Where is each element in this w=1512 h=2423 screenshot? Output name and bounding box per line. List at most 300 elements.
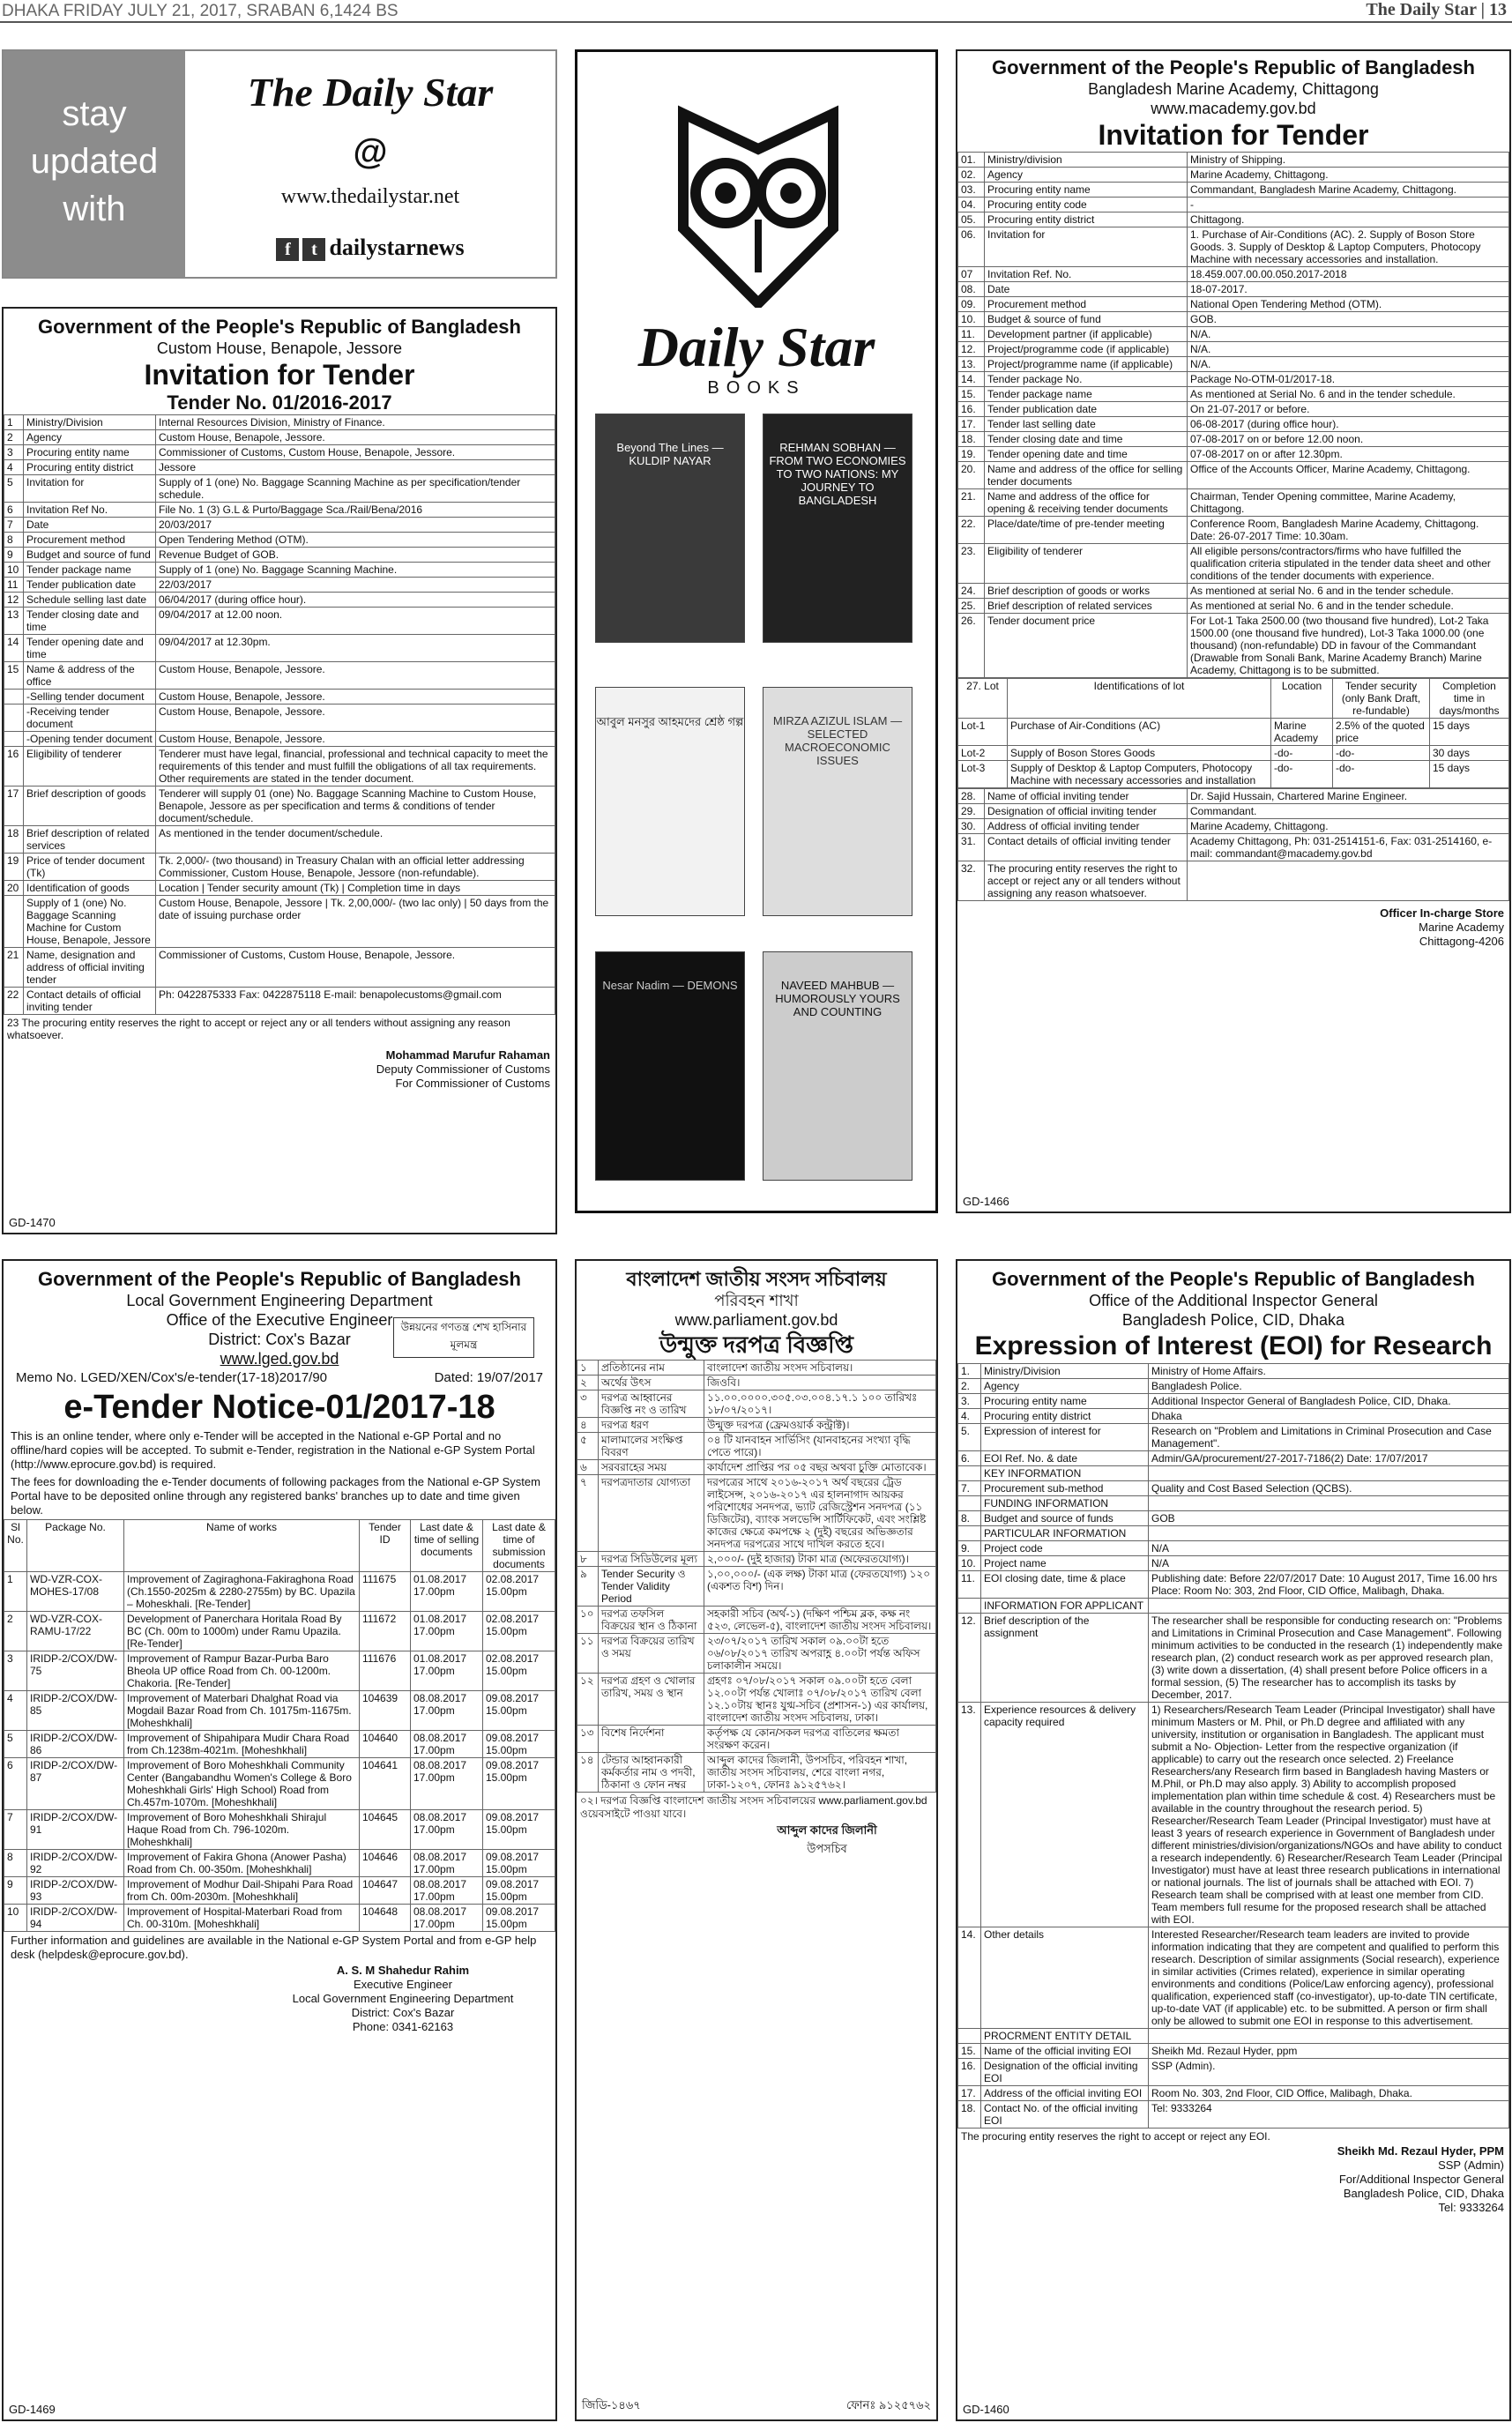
table-cell: Place/date/time of pre-tender meeting: [985, 517, 1188, 544]
table-row: [4, 608, 555, 635]
table-cell: 28.: [958, 789, 985, 804]
promo-with: with: [63, 190, 126, 228]
table-cell: 18: [4, 826, 24, 854]
table-row: [958, 2029, 1509, 2044]
table-cell: 01.08.2017 17.00pm: [411, 1612, 483, 1651]
table-cell: Ministry/division: [985, 153, 1188, 168]
table-cell: 20.: [958, 462, 985, 489]
table-cell: Supply of 1 (one) No. Baggage Scanning Machine for Custom House, Benapole, Jessore: [24, 896, 156, 948]
table-cell: Publishing date: Before 22/07/2017 Date: 10 August 2017, Time 16.00 hrs Place: Room No: 303, 2nd Floor, CID Office, Malibagh, Dhaka.: [1149, 1571, 1509, 1599]
jessore-tender-ad: [2, 307, 557, 1234]
table-cell: Internal Resources Division, Ministry of Finance.: [156, 415, 555, 430]
parl-sign-name: আব্দুল কাদের জিলানী: [777, 1823, 877, 1837]
marine-sign-addr: Chittagong-4206: [1419, 935, 1504, 948]
table-cell: Procuring entity district: [981, 1409, 1149, 1424]
table-cell: ১৩: [577, 1726, 599, 1753]
cid-sign-unit: Bangladesh Police, CID, Dhaka: [1343, 2187, 1504, 2200]
table-cell: 01.: [958, 153, 985, 168]
daily-star-promo: [2, 49, 557, 279]
table-cell: [958, 1599, 981, 1614]
table-cell: Tender document price: [985, 614, 1188, 678]
table-row: [958, 1379, 1509, 1394]
table-cell: ১১.০০.০০০০.৩০৫.০৩.০০৪.১৭.১ ১০০ তারিখঃ ১৮/০৭/২০১৭।: [704, 1390, 936, 1418]
daily-star-books-ad: [575, 49, 938, 1213]
table-cell: Tender Security ও Tender Validity Period: [599, 1567, 704, 1607]
table-row: [4, 787, 555, 826]
table-cell: Procurement method: [24, 533, 156, 548]
table-row: [958, 761, 1509, 788]
table-row: [577, 1674, 936, 1726]
table-cell: Date: [985, 282, 1188, 297]
table-cell: 17.: [958, 2086, 981, 2101]
table-cell: IRIDP-2/COX/DW-92: [27, 1850, 124, 1877]
table-row: [4, 415, 555, 430]
table-cell: Custom House, Benapole, Jessore | Tk. 2,00,000/- (two lac only) | 50 days from the date of issuing purchase order: [156, 896, 555, 948]
table-row: [577, 1475, 936, 1552]
table-cell: Experience resources & delivery capacity required: [981, 1703, 1149, 1927]
column-header: Location: [1271, 679, 1333, 719]
table-cell: 24.: [958, 584, 985, 599]
marine-table-2: [957, 788, 1509, 901]
table-row: [577, 1418, 936, 1433]
table-cell: 30.: [958, 819, 985, 834]
table-cell: 21: [4, 948, 24, 988]
table-cell: KEY INFORMATION: [981, 1466, 1149, 1481]
table-cell: Project/programme code (if applicable): [985, 342, 1188, 357]
table-row: [958, 1481, 1509, 1496]
table-cell: 32.: [958, 861, 985, 901]
table-cell: [1149, 1526, 1509, 1541]
marine-office: Bangladesh Marine Academy, Chittagong: [1088, 80, 1379, 98]
table-cell: Designation of the official inviting EOI: [981, 2059, 1149, 2086]
table-cell: 18.459.007.00.00.050.2017-2018: [1188, 267, 1509, 282]
table-cell: ১১: [577, 1634, 599, 1674]
table-cell: -do-: [1333, 746, 1430, 761]
table-cell: 02.08.2017 15.00pm: [483, 1651, 555, 1691]
table-cell: [958, 1466, 981, 1481]
table-cell: Designation of official inviting tender: [985, 804, 1188, 819]
table-cell: IRIDP-2/COX/DW-93: [27, 1877, 124, 1905]
table-cell: 15.: [958, 387, 985, 402]
table-cell: জিওবি।: [704, 1376, 936, 1390]
table-row: [958, 1599, 1509, 1614]
table-cell: Price of tender document (Tk): [24, 854, 156, 881]
cid-note: The procuring entity reserves the right to accept or reject any EOI.: [961, 2130, 1270, 2143]
table-cell: Other details: [981, 1927, 1149, 2029]
table-cell: 06/04/2017 (during office hour).: [156, 593, 555, 608]
cid-signature: [957, 2144, 1509, 2215]
parl-web: www.parliament.gov.bd: [674, 1311, 838, 1329]
table-cell: IRIDP-2/COX/DW-75: [27, 1651, 124, 1691]
table-cell: -do-: [1333, 761, 1430, 788]
table-cell: 111675: [360, 1572, 411, 1612]
lged-sign-name: A. S. M Shahedur Rahim: [336, 1964, 470, 1977]
cid-gov: Government of the People's Republic of Bangladesh: [992, 1268, 1475, 1290]
table-row: [958, 1451, 1509, 1466]
promo-stay: stay: [62, 94, 127, 133]
table-cell: [1149, 1466, 1509, 1481]
table-cell: On 21-07-2017 or before.: [1188, 402, 1509, 417]
table-cell: Ministry of Shipping.: [1188, 153, 1509, 168]
column-header: Tender security (only Bank Draft, re-fundable): [1333, 679, 1430, 719]
table-cell: N/A.: [1188, 327, 1509, 342]
table-row: [4, 518, 555, 533]
table-cell: 20/03/2017: [156, 518, 555, 533]
cid-sign-tel: Tel: 9333264: [1438, 2201, 1504, 2214]
table-cell: 09.08.2017 15.00pm: [483, 1877, 555, 1905]
table-cell: 14.: [958, 372, 985, 387]
table-row: [4, 503, 555, 518]
header-date: DHAKA FRIDAY JULY 21, 2017, SRABAN 6,1424 BS: [2, 2, 398, 20]
table-cell: 111672: [360, 1612, 411, 1651]
table-row: [958, 584, 1509, 599]
lged-intro: This is an online tender, where only e-Tender will be accepted in the National e-GP Portal and no offline/hard copies will be accepted. To submit e-Tender, registration in the National e-GP System Portal (http://www.eprocure.gov.bd) is required.: [11, 1429, 535, 1471]
table-cell: বিশেষ নির্দেশনা: [599, 1726, 704, 1753]
table-cell: Sheikh Md. Rezaul Hyder, ppm: [1149, 2044, 1509, 2059]
table-row: [577, 1433, 936, 1460]
cid-sign-title: SSP (Admin): [1438, 2158, 1504, 2172]
table-cell: Date: [24, 518, 156, 533]
lged-footer: Further information and guidelines are available in the National e-GP System Portal and from e-GP help desk (helpdesk@eprocure.gov.bd).: [11, 1934, 537, 1961]
table-cell: Brief description of the assignment: [981, 1614, 1149, 1703]
table-cell: Supply of 1 (one) No. Baggage Scanning Machine.: [156, 563, 555, 578]
table-row: [4, 1905, 555, 1932]
table-row: [958, 1394, 1509, 1409]
table-cell: 30 days: [1430, 746, 1509, 761]
table-cell: Agency: [985, 168, 1188, 183]
table-row: [4, 1850, 555, 1877]
table-row: [4, 854, 555, 881]
table-cell: Improvement of Boro Moheshkhali Community Center (Bangabandhu Women's College & Boro Moheshkhali Girls' High School) Road from Ch.457m-1070m. [Moheshkhali]: [124, 1758, 360, 1810]
table-row: [958, 819, 1509, 834]
table-cell: 08.: [958, 282, 985, 297]
table-cell: 12: [4, 593, 24, 608]
table-cell: The researcher shall be responsible for conducting research on: "Problems and Limitations in Criminal Prosecution and Case Management". Following minimum activities to be conducted in the research (1) independently make research plan, (2) conduct research work as per approved research plan, (3) write down a dissertation, (4) shall present before Police officers in a formal session, (5) The researcher has to accomplish its tasks by December, 2017.: [1149, 1614, 1509, 1703]
table-cell: 7: [4, 518, 24, 533]
table-row: [958, 198, 1509, 212]
parl-phone: ফোনঃ ৯১২৫৭৬২: [846, 2398, 931, 2412]
table-cell: ৯: [577, 1567, 599, 1607]
table-cell: 23.: [958, 544, 985, 584]
book-cover: Beyond The Lines — KULDIP NAYAR: [595, 414, 745, 643]
table-cell: 08.08.2017 17.00pm: [411, 1691, 483, 1731]
table-cell: Supply of 1 (one) No. Baggage Scanning Machine as per specification/tender schedule.: [156, 475, 555, 503]
table-cell: ১০: [577, 1607, 599, 1634]
table-cell: 18.: [958, 432, 985, 447]
table-cell: 4.: [958, 1409, 981, 1424]
lged-memo: Memo No. LGED/XEN/Cox's/e-tender(17-18)2017/90: [16, 1370, 328, 1385]
table-cell: Contact details of official inviting tender: [985, 834, 1188, 861]
table-cell: 26.: [958, 614, 985, 678]
header-paper: The Daily Star: [1366, 0, 1477, 19]
table-cell: Commandant.: [1188, 804, 1509, 819]
table-cell: 09.08.2017 15.00pm: [483, 1850, 555, 1877]
table-cell: [958, 1526, 981, 1541]
table-cell: For Lot-1 Taka 2500.00 (two thousand five hundred), Lot-2 Taka 1500.00 (one thousand five hundred), Lot-3 Taka 1000.00 (one thousand) (non-refundable) DD in favour of the Commandant (Drawable from Sonali Bank, Marine Academy Branch) Marine Academy, Chittagong is to be submitted.: [1188, 614, 1509, 678]
lged-sign-district: District: Cox's Bazar: [351, 2006, 455, 2019]
cid-office: Office of the Additional Inspector General: [1089, 1292, 1378, 1309]
table-cell: -Receiving tender document: [24, 705, 156, 732]
table-row: [958, 2086, 1509, 2101]
table-cell: 31.: [958, 834, 985, 861]
table-cell: Research on "Problem and Limitations in Criminal Prosecution and Case Management".: [1149, 1424, 1509, 1451]
table-cell: Tk. 2,000/- (two thousand) in Treasury Chalan with an official letter addressing Commissioner, Custom House, Benapole, Jessore (non-refundable).: [156, 854, 555, 881]
table-cell: INFORMATION FOR APPLICANT: [981, 1599, 1149, 1614]
table-cell: 8.: [958, 1511, 981, 1526]
table-cell: WD-VZR-COX-RAMU-17/22: [27, 1612, 124, 1651]
table-cell: -Opening tender document: [24, 732, 156, 747]
jessore-note: 23 The procuring entity reserves the right to accept or reject any or all tenders without assigning any reason whatsoever.: [7, 1017, 510, 1041]
parl-signature: [718, 1823, 936, 1860]
table-cell: National Open Tendering Method (OTM).: [1188, 297, 1509, 312]
column-header: Identifications of lot: [1008, 679, 1271, 719]
table-row: [4, 662, 555, 690]
table-cell: 9: [4, 548, 24, 563]
table-cell: 3.: [958, 1394, 981, 1409]
table-cell: দরপত্র আহ্বানের বিজ্ঞপ্তি নং ও তারিখ: [599, 1390, 704, 1418]
table-cell: Commandant, Bangladesh Marine Academy, Chittagong.: [1188, 183, 1509, 198]
table-cell: 104640: [360, 1731, 411, 1758]
table-cell: Location | Tender security amount (Tk) | Completion time in days: [156, 881, 555, 896]
table-row: [958, 489, 1509, 517]
parl-code: জিডি-১৪৬৭: [582, 2398, 641, 2412]
table-cell: Revenue Budget of GOB.: [156, 548, 555, 563]
table-cell: 15: [4, 662, 24, 690]
table-row: [4, 1612, 555, 1651]
table-cell: Tender package name: [985, 387, 1188, 402]
table-row: [958, 212, 1509, 227]
table-cell: [4, 705, 24, 732]
table-cell: 08.08.2017 17.00pm: [411, 1810, 483, 1850]
table-cell: 08.08.2017 17.00pm: [411, 1731, 483, 1758]
table-row: [958, 168, 1509, 183]
table-row: [958, 2059, 1509, 2086]
table-row: [958, 1466, 1509, 1481]
table-cell: 11.: [958, 327, 985, 342]
promo-url: www.thedailystar.net: [280, 185, 460, 208]
header-page: 13: [1489, 0, 1507, 19]
table-row: [958, 1556, 1509, 1571]
table-row: [958, 2044, 1509, 2059]
table-row: [958, 599, 1509, 614]
table-cell: [1149, 1496, 1509, 1511]
table-row: [4, 430, 555, 445]
table-row: [4, 445, 555, 460]
table-cell: Brief description of goods: [24, 787, 156, 826]
table-cell: Name of official inviting tender: [985, 789, 1188, 804]
table-cell: সরবরাহের সময়: [599, 1460, 704, 1475]
table-cell: Marine Academy: [1271, 719, 1333, 746]
table-cell: 11.: [958, 1571, 981, 1599]
table-cell: 10: [4, 1905, 27, 1932]
table-cell: 2.5% of the quoted price: [1333, 719, 1430, 746]
table-cell: Academy Chittagong, Ph: 031-2514151-6, Fax: 031-2514160, e-mail: commandant@macademy.gov.bd: [1188, 834, 1509, 861]
table-cell: Improvement of Shipahipara Mudir Chara Road from Ch.1238m-4021m. [Moheshkhali]: [124, 1731, 360, 1758]
table-cell: কর্তৃপক্ষ যে কোন/সকল দরপত্র বাতিলের ক্ষমতা সংরক্ষণ করেন।: [704, 1726, 936, 1753]
table-row: [958, 1571, 1509, 1599]
book-cover: REHMAN SOBHAN — FROM TWO ECONOMIES TO TWO NATIONS: MY JOURNEY TO BANGLADESH: [763, 414, 912, 643]
table-row: [958, 282, 1509, 297]
table-cell: Address of official inviting tender: [985, 819, 1188, 834]
table-cell: Custom House, Benapole, Jessore.: [156, 430, 555, 445]
table-row: [958, 432, 1509, 447]
owl-logo-icon: [666, 96, 851, 308]
table-cell: ২,০০০/- (দুই হাজার) টাকা মাত্র (অফেরতযোগ্য)।: [704, 1552, 936, 1567]
table-row: [4, 732, 555, 747]
parl-sign-title: উপসচিব: [807, 1842, 847, 1855]
table-cell: Custom House, Benapole, Jessore.: [156, 705, 555, 732]
table-row: [958, 1511, 1509, 1526]
table-cell: Tender last selling date: [985, 417, 1188, 432]
table-cell: 07: [958, 267, 985, 282]
table-cell: 2.: [958, 1379, 981, 1394]
table-cell: Custom House, Benapole, Jessore.: [156, 690, 555, 705]
table-cell: 2: [4, 430, 24, 445]
table-cell: 4: [4, 1691, 27, 1731]
table-cell: 9: [4, 1877, 27, 1905]
table-cell: Tender publication date: [24, 578, 156, 593]
table-cell: 09.08.2017 15.00pm: [483, 1691, 555, 1731]
table-row: [958, 227, 1509, 267]
table-cell: Improvement of Modhur Dail-Shipahi Para Road from Ch. 00m-2030m. [Moheshkhali]: [124, 1877, 360, 1905]
table-cell: WD-VZR-COX-MOHES-17/08: [27, 1572, 124, 1612]
table-row: [4, 593, 555, 608]
table-row: [4, 635, 555, 662]
table-cell: 16.: [958, 402, 985, 417]
table-cell: 18.: [958, 2101, 981, 2129]
table-row: [4, 460, 555, 475]
table-cell: Budget & source of fund: [985, 312, 1188, 327]
table-cell: ১: [577, 1361, 599, 1376]
promo-social: [185, 235, 555, 261]
cid-sign-name: Sheikh Md. Rezaul Hyder, PPM: [1337, 2144, 1504, 2158]
table-cell: 21.: [958, 489, 985, 517]
table-row: [958, 183, 1509, 198]
table-cell: 03.: [958, 183, 985, 198]
table-cell: Dhaka: [1149, 1409, 1509, 1424]
table-cell: 13.: [958, 1703, 981, 1927]
table-cell: 07-08-2017 on or before 12.00 noon.: [1188, 432, 1509, 447]
twitter-icon: t: [302, 238, 325, 261]
books-brand: Daily Star: [637, 316, 875, 378]
table-row: [4, 533, 555, 548]
marine-table: [957, 152, 1509, 678]
table-cell: EOI closing date, time & place: [981, 1571, 1149, 1599]
table-cell: N/A.: [1188, 342, 1509, 357]
column-header: Name of works: [124, 1520, 360, 1572]
table-cell: 5: [4, 475, 24, 503]
table-row: [958, 153, 1509, 168]
lged-web: www.lged.gov.bd: [220, 1350, 339, 1368]
table-row: [958, 357, 1509, 372]
table-cell: GOB.: [1188, 312, 1509, 327]
table-cell: 1) Researchers/Research Team Leader (Principal Investigator) shall have minimum Masters or M. Phil, or Ph.D degree and affiliated with any university, institution or organisation in Bangladesh. The applicant must submit a No- Objection- Letter from the respective organization (if applicable) to carry out the research once selected. 2) Freelance Researchers/any Research firm based in Bangladesh having Masters or M.Phil, or Ph.D may also apply. 3) Ability to accomplish proposed implementation plan within time schedule & cost. 4) Researchers must be available in the country throughout the research period. 5) Researcher/Research Team Leader (Principal Investigator) must have at least 3 years of research experience in Government of Bangladesh under different ministries/division/organizations/NGOs and have ability to conduct a research independently. 6) Researcher/Research Team Leader (Principal Investigator) must have at least three research publications in international or national journals. The list of journals shall be attached with EOI. 7) Research team shall be comprised with at least one member from CID. Team members full resume for the proposed research shall be attached with EOI.: [1149, 1703, 1509, 1927]
cid-unit: Bangladesh Police, CID, Dhaka: [1121, 1311, 1345, 1329]
table-cell: ৮: [577, 1552, 599, 1567]
lged-etender-ad: [2, 1259, 557, 2421]
table-cell: [4, 690, 24, 705]
table-row: [577, 1567, 936, 1607]
table-cell: Ministry/Division: [24, 415, 156, 430]
marine-tender-ad: [956, 49, 1511, 1213]
table-cell: IRIDP-2/COX/DW-85: [27, 1691, 124, 1731]
table-cell: Tender publication date: [985, 402, 1188, 417]
table-cell: 16.: [958, 2059, 981, 2086]
table-cell: Lot-2: [958, 746, 1008, 761]
table-cell: Expression of interest for: [981, 1424, 1149, 1451]
table-row: [958, 1614, 1509, 1703]
table-cell: Improvement of Fakira Ghona (Anower Pasha) Road from Ch. 00-350m. [Moheshkhali]: [124, 1850, 360, 1877]
table-row: [4, 826, 555, 854]
table-cell: গ্রহণঃ ০৭/০৮/২০১৭ সকাল ০৯.০০টা হতে বেলা ১২.০০টা পর্যন্ত খোলাঃ ০৭/০৮/২০১৭ তারিখ বেলা ১২.১০টায় স্থানঃ যুগ্ম-সচিব (প্রশাসন-১) এর কার্যালয়, বাংলাদেশ জাতীয় সংসদ সচিবালয়, ঢাকা।: [704, 1674, 936, 1726]
table-cell: 2: [4, 1612, 27, 1651]
table-cell: দরপত্র গ্রহণ ও খোলার তারিখ, সময় ও স্থান: [599, 1674, 704, 1726]
table-cell: Bangladesh Police.: [1149, 1379, 1509, 1394]
cid-code: GD-1460: [963, 2403, 1009, 2416]
table-cell: [958, 1496, 981, 1511]
stay-updated-panel: [4, 51, 185, 277]
table-cell: 19.: [958, 447, 985, 462]
table-cell: Invitation for: [985, 227, 1188, 267]
table-cell: 07-08-2017 on or after 12.30pm.: [1188, 447, 1509, 462]
promo-social-handle: dailystarnews: [329, 235, 465, 260]
table-cell: 15 days: [1430, 761, 1509, 788]
table-cell: Chairman, Tender Opening committee, Marine Academy, Chittagong.: [1188, 489, 1509, 517]
table-cell: Conference Room, Bangladesh Marine Academy, Chittagong. Date: 26-07-2017 Time: 10.30am.: [1188, 517, 1509, 544]
table-cell: Project code: [981, 1541, 1149, 1556]
table-cell: 15 days: [1430, 719, 1509, 746]
table-cell: 13.: [958, 357, 985, 372]
lged-sign-title: Executive Engineer: [353, 1978, 452, 1991]
table-row: [958, 1541, 1509, 1556]
table-row: [958, 2101, 1509, 2129]
table-cell: Improvement of Materbari Dhalghat Road via Mogdail Bazar Road from Ch. 10175m-11675m. [Moheshkhali]: [124, 1691, 360, 1731]
table-cell: ৬: [577, 1460, 599, 1475]
table-cell: দরপত্রের সাথে ২০১৬-২০১৭ অর্থ বছরের ট্রেড লাইসেন্স, ২০১৬-২০১৭ এর হালনাগাদ আয়কর পরিশোধের সনদপত্র, ভ্যাট রেজিস্ট্রেশন সনদপত্র (১১ ডিজিটের), ব্যাংক সলভেন্সি সার্টিফিকেট, এবং সংশ্লিষ্ট কাজের ক্ষেত্রে কমপক্ষে ২ (দুই) বছরের অভিজ্ঞতার সনদপত্র দরপত্রের সাথে দাখিল করতে হবে।: [704, 1475, 936, 1552]
table-cell: Agency: [24, 430, 156, 445]
table-cell: Supply of Boson Stores Goods: [1008, 746, 1271, 761]
table-cell: Brief description of related services: [985, 599, 1188, 614]
column-header: Package No.: [27, 1520, 124, 1572]
table-cell: Improvement of Rampur Bazar-Purba Baro Bheola UP office Road from Ch. 00-1200m. Chakoria. [Re-Tender]: [124, 1651, 360, 1691]
table-row: [958, 1424, 1509, 1451]
table-cell: সহকারী সচিব (অর্থ-১) (দক্ষিণ পশ্চিম ব্লক, কক্ষ নং ৫২৩, লেভেল-৫), বাংলাদেশ জাতীয় সংসদ সচিবালয়।: [704, 1607, 936, 1634]
table-cell: 14: [4, 635, 24, 662]
table-cell: PROCRMENT ENTITY DETAIL: [981, 2029, 1149, 2044]
table-cell: Ph: 0422875333 Fax: 0422875118 E-mail: benapolecustoms@gmail.com: [156, 988, 555, 1015]
lged-office: Office of the Executive Engineer: [166, 1311, 393, 1329]
table-cell: -do-: [1271, 761, 1333, 788]
table-cell: Budget and source of funds: [981, 1511, 1149, 1526]
table-cell: -do-: [1271, 746, 1333, 761]
table-row: [958, 804, 1509, 819]
lged-table: [4, 1519, 555, 1932]
table-row: [4, 948, 555, 988]
table-row: [958, 297, 1509, 312]
table-cell: Tenderer must have legal, financial, professional and technical capacity to meet the requirements of this tender and must fulfill the obligations of all tax requirements. Other requirements are stated in the tender document.: [156, 747, 555, 787]
table-cell: Schedule selling last date: [24, 593, 156, 608]
table-cell: Tender opening date and time: [24, 635, 156, 662]
column-header: Completion time in days/months: [1430, 679, 1509, 719]
table-cell: Chittagong.: [1188, 212, 1509, 227]
jessore-tender-no: Tender No. 01/2016-2017: [167, 391, 392, 414]
table-cell: As mentioned at serial No. 6 and in the tender schedule.: [1188, 584, 1509, 599]
table-cell: 20: [4, 881, 24, 896]
table-cell: 22/03/2017: [156, 578, 555, 593]
table-row: [577, 1552, 936, 1567]
table-cell: 22: [4, 988, 24, 1015]
page-header: [0, 0, 1512, 23]
